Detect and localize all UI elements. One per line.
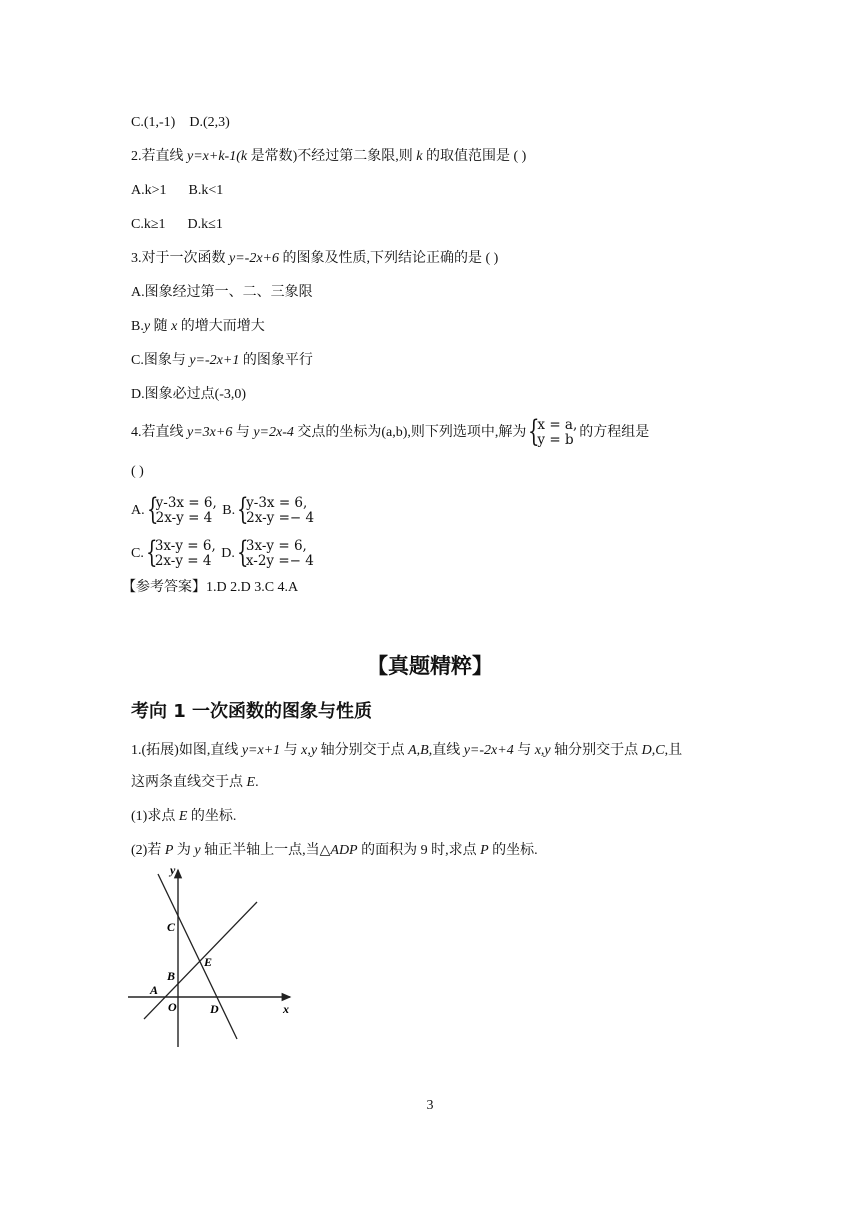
q3-option-c: C.图象与 y=-2x+1 的图象平行 [131,353,313,368]
q4-options-ab: A. { y-3x = 6, 2x-y = 4 B. { y-3x = 6, 2x-y =− 4 [131,492,315,527]
answer-key: 【参考答案】1.D 2.D 3.C 4.A [122,580,299,595]
page-number: 3 [426,1098,434,1113]
subsection-title: 考向 1 一次函数的图象与性质 [131,701,373,722]
q4-option-a-system: { y-3x = 6, 2x-y = 4 [146,492,217,527]
label-d: D [210,1002,219,1016]
q4-solution-system: { x = a, y = b [528,414,578,449]
q4-stem: 4.若直线 y=3x+6 与 y=2x-4 交点的坐标为(a,b),则下列选项中,解为 { x = a, y = b 的方程组是 [131,414,650,449]
q3-option-d: D.图象必过点(-3,0) [131,387,247,402]
q2-option-b: B.k<1 [188,183,224,198]
label-e: E [204,955,213,969]
q2-options-ab [131,182,223,200]
q4-option-d-system: { 3x-y = 6, x-2y =− 4 [236,535,314,570]
function-graph [126,862,302,1052]
q1-options [131,114,230,132]
label-c: C [167,920,176,934]
q4-paren: ( ) [131,464,144,479]
q3-stem: 3.对于一次函数 y=-2x+6 的图象及性质,下列结论正确的是 ( ) [131,251,499,266]
line-y-eq-x-plus-1 [144,902,257,1019]
line-y-eq-neg2x-plus-4 [158,874,237,1039]
p1-sub1: (1)求点 E 的坐标. [131,809,237,824]
p1-sub2: (2)若 P 为 y 轴正半轴上一点,当△ADP 的面积为 9 时,求点 P 的坐标. [131,843,538,858]
p1-line1: 1.(拓展)如图,直线 y=x+1 与 x,y 轴分别交于点 A,B,直线 y=-2x+4 与 x,y 轴分别交于点 D,C,且 [131,743,683,758]
q1-option-c: C.(1,-1) [131,115,176,130]
p1-line2: 这两条直线交于点 E. [131,775,259,790]
q2-option-c: C.k≥1 [131,217,166,232]
q4-option-b-system: { y-3x = 6, 2x-y =− 4 [237,492,315,527]
label-y: y [170,863,176,877]
q4-options-cd: C. { 3x-y = 6, 2x-y = 4 D. { 3x-y = 6, x-2y =− 4 [131,535,314,570]
q4-option-c-system: { 3x-y = 6, 2x-y = 4 [145,535,216,570]
label-o: O [168,1000,177,1014]
label-b: B [167,969,176,983]
q3-option-b: B.y 随 x 的增大而增大 [131,319,265,334]
q2-options-cd [131,216,223,234]
q1-option-d: D.(2,3) [189,115,230,130]
q2-option-a: A.k>1 [131,183,167,198]
section-title: 【真题精粹】 [367,654,493,678]
label-a: A [150,983,159,997]
q2-stem: 2.若直线 y=x+k-1(k 是常数)不经过第二象限,则 k 的取值范围是 ( ) [131,149,527,164]
q3-option-a: A.图象经过第一、二、三象限 [131,285,313,300]
q2-option-d: D.k≤1 [187,217,223,232]
label-x: x [283,1002,289,1016]
